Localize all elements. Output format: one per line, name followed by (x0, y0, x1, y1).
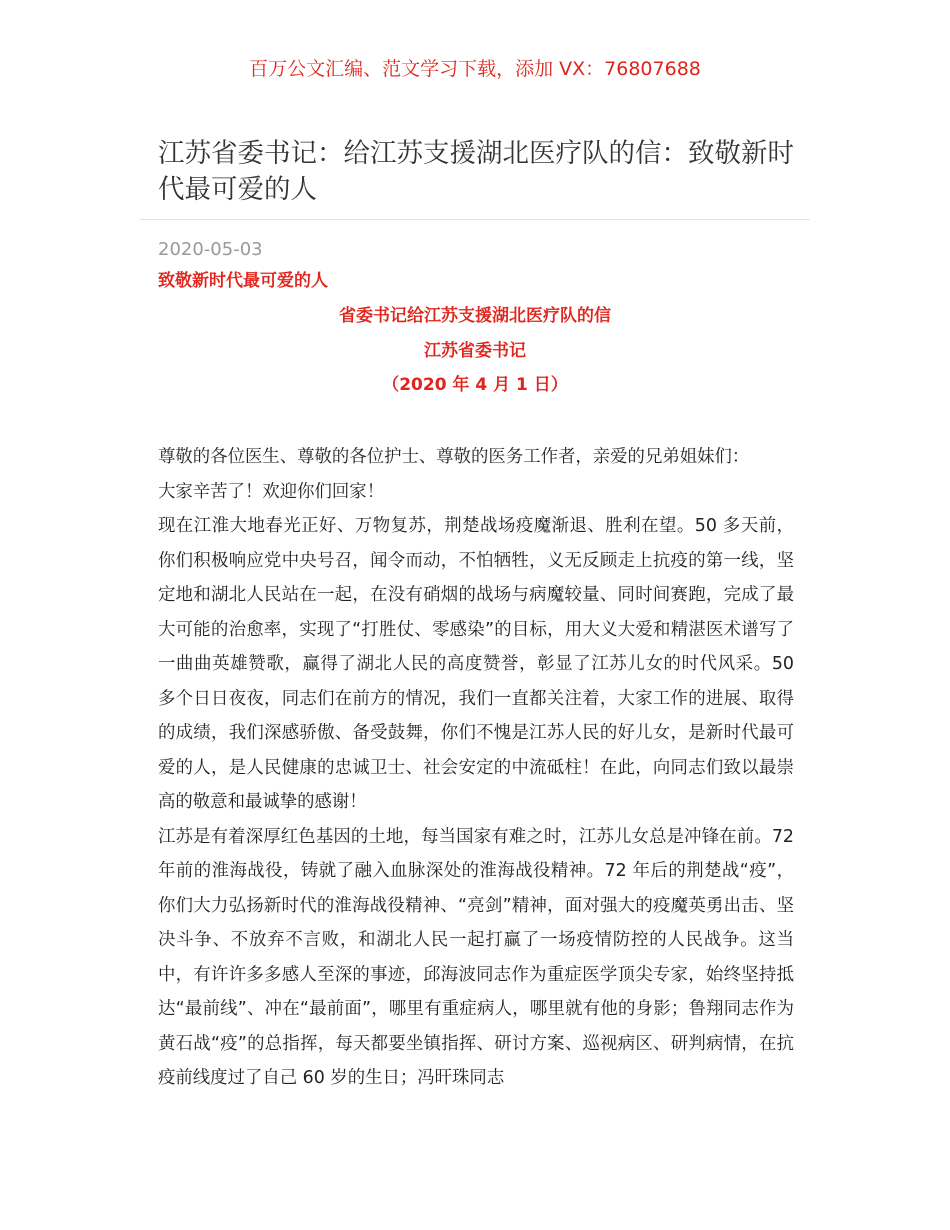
body-paragraph-salutation: 尊敬的各位医生、尊敬的各位护士、尊敬的医务工作者，亲爱的兄弟姐妹们： (158, 447, 750, 467)
article-body (158, 440, 794, 1096)
letter-date: （2020 年 4 月 1 日） (382, 375, 568, 395)
letter-title: 省委书记给江苏支援湖北医疗队的信 (339, 306, 611, 326)
body-paragraph: 江苏是有着深厚红色基因的土地，每当国家有难之时，江苏儿女总是冲锋在前。72 年前的淮海战役，铸就了融入血脉深处的淮海战役精神。72 年后的荆楚战“疫”，你们大力弘扬新时代的淮海战役精神、“亮剑”精神，面对强大的疫魔英勇出击、坚决斗争、不放弃不言败，和湖北人民一起打赢了一场疫情防控的人民战争。这当中，有许许多多感人至深的事迹，邱海波同志作为重症医学顶尖专家，始终坚持抵达“最前线”、冲在“最前面”，哪里有重症病人，哪里就有他的身影；鲁翔同志作为黄石战“疫”的总指挥，每天都要坐镇指挥、研讨方案、巡视病区、研判病情，在抗疫前线度过了自己 60 岁的生日；冯旰珠同志 (158, 826, 794, 1088)
body-paragraph-greeting: 大家辛苦了！欢迎你们回家！ (158, 481, 385, 502)
promo-banner: 百万公文汇编、范文学习下载，添加 VX：76807688 (249, 58, 701, 80)
body-paragraph: 现在江淮大地春光正好、万物复苏，荆楚战场疫魔渐退、胜利在望。50 多天前，你们积极响应党中央号召，闻令而动，不怕牺牲，义无反顾走上抗疫的第一线，坚定地和湖北人民站在一起，在没有硝烟的战场与病魔较量、同时间赛跑，完成了最大可能的治愈率，实现了“打胜仗、零感染”的目标，用大义大爱和精湛医术谱写了一曲曲英雄赞歌，赢得了湖北人民的高度赞誉，彰显了江苏儿女的时代风采。50 多个日日夜夜，同志们在前方的情况，我们一直都关注着，大家工作的进展、取得的成绩，我们深感骄傲、备受鼓舞，你们不愧是江苏人民的好儿女，是新时代最可爱的人，是人民健康的忠诚卫士、社会安定的中流砥柱！在此，向同志们致以最崇高的敬意和最诚挚的感谢！ (158, 516, 794, 812)
article-title: 江苏省委书记：给江苏支援湖北医疗队的信：致敬新时代最可爱的人 (158, 138, 794, 205)
title-divider (140, 219, 810, 220)
publish-date: 2020-05-03 (158, 239, 263, 260)
letter-author: 江苏省委书记 (424, 341, 526, 361)
lead-headline: 致敬新时代最可爱的人 (158, 271, 328, 291)
